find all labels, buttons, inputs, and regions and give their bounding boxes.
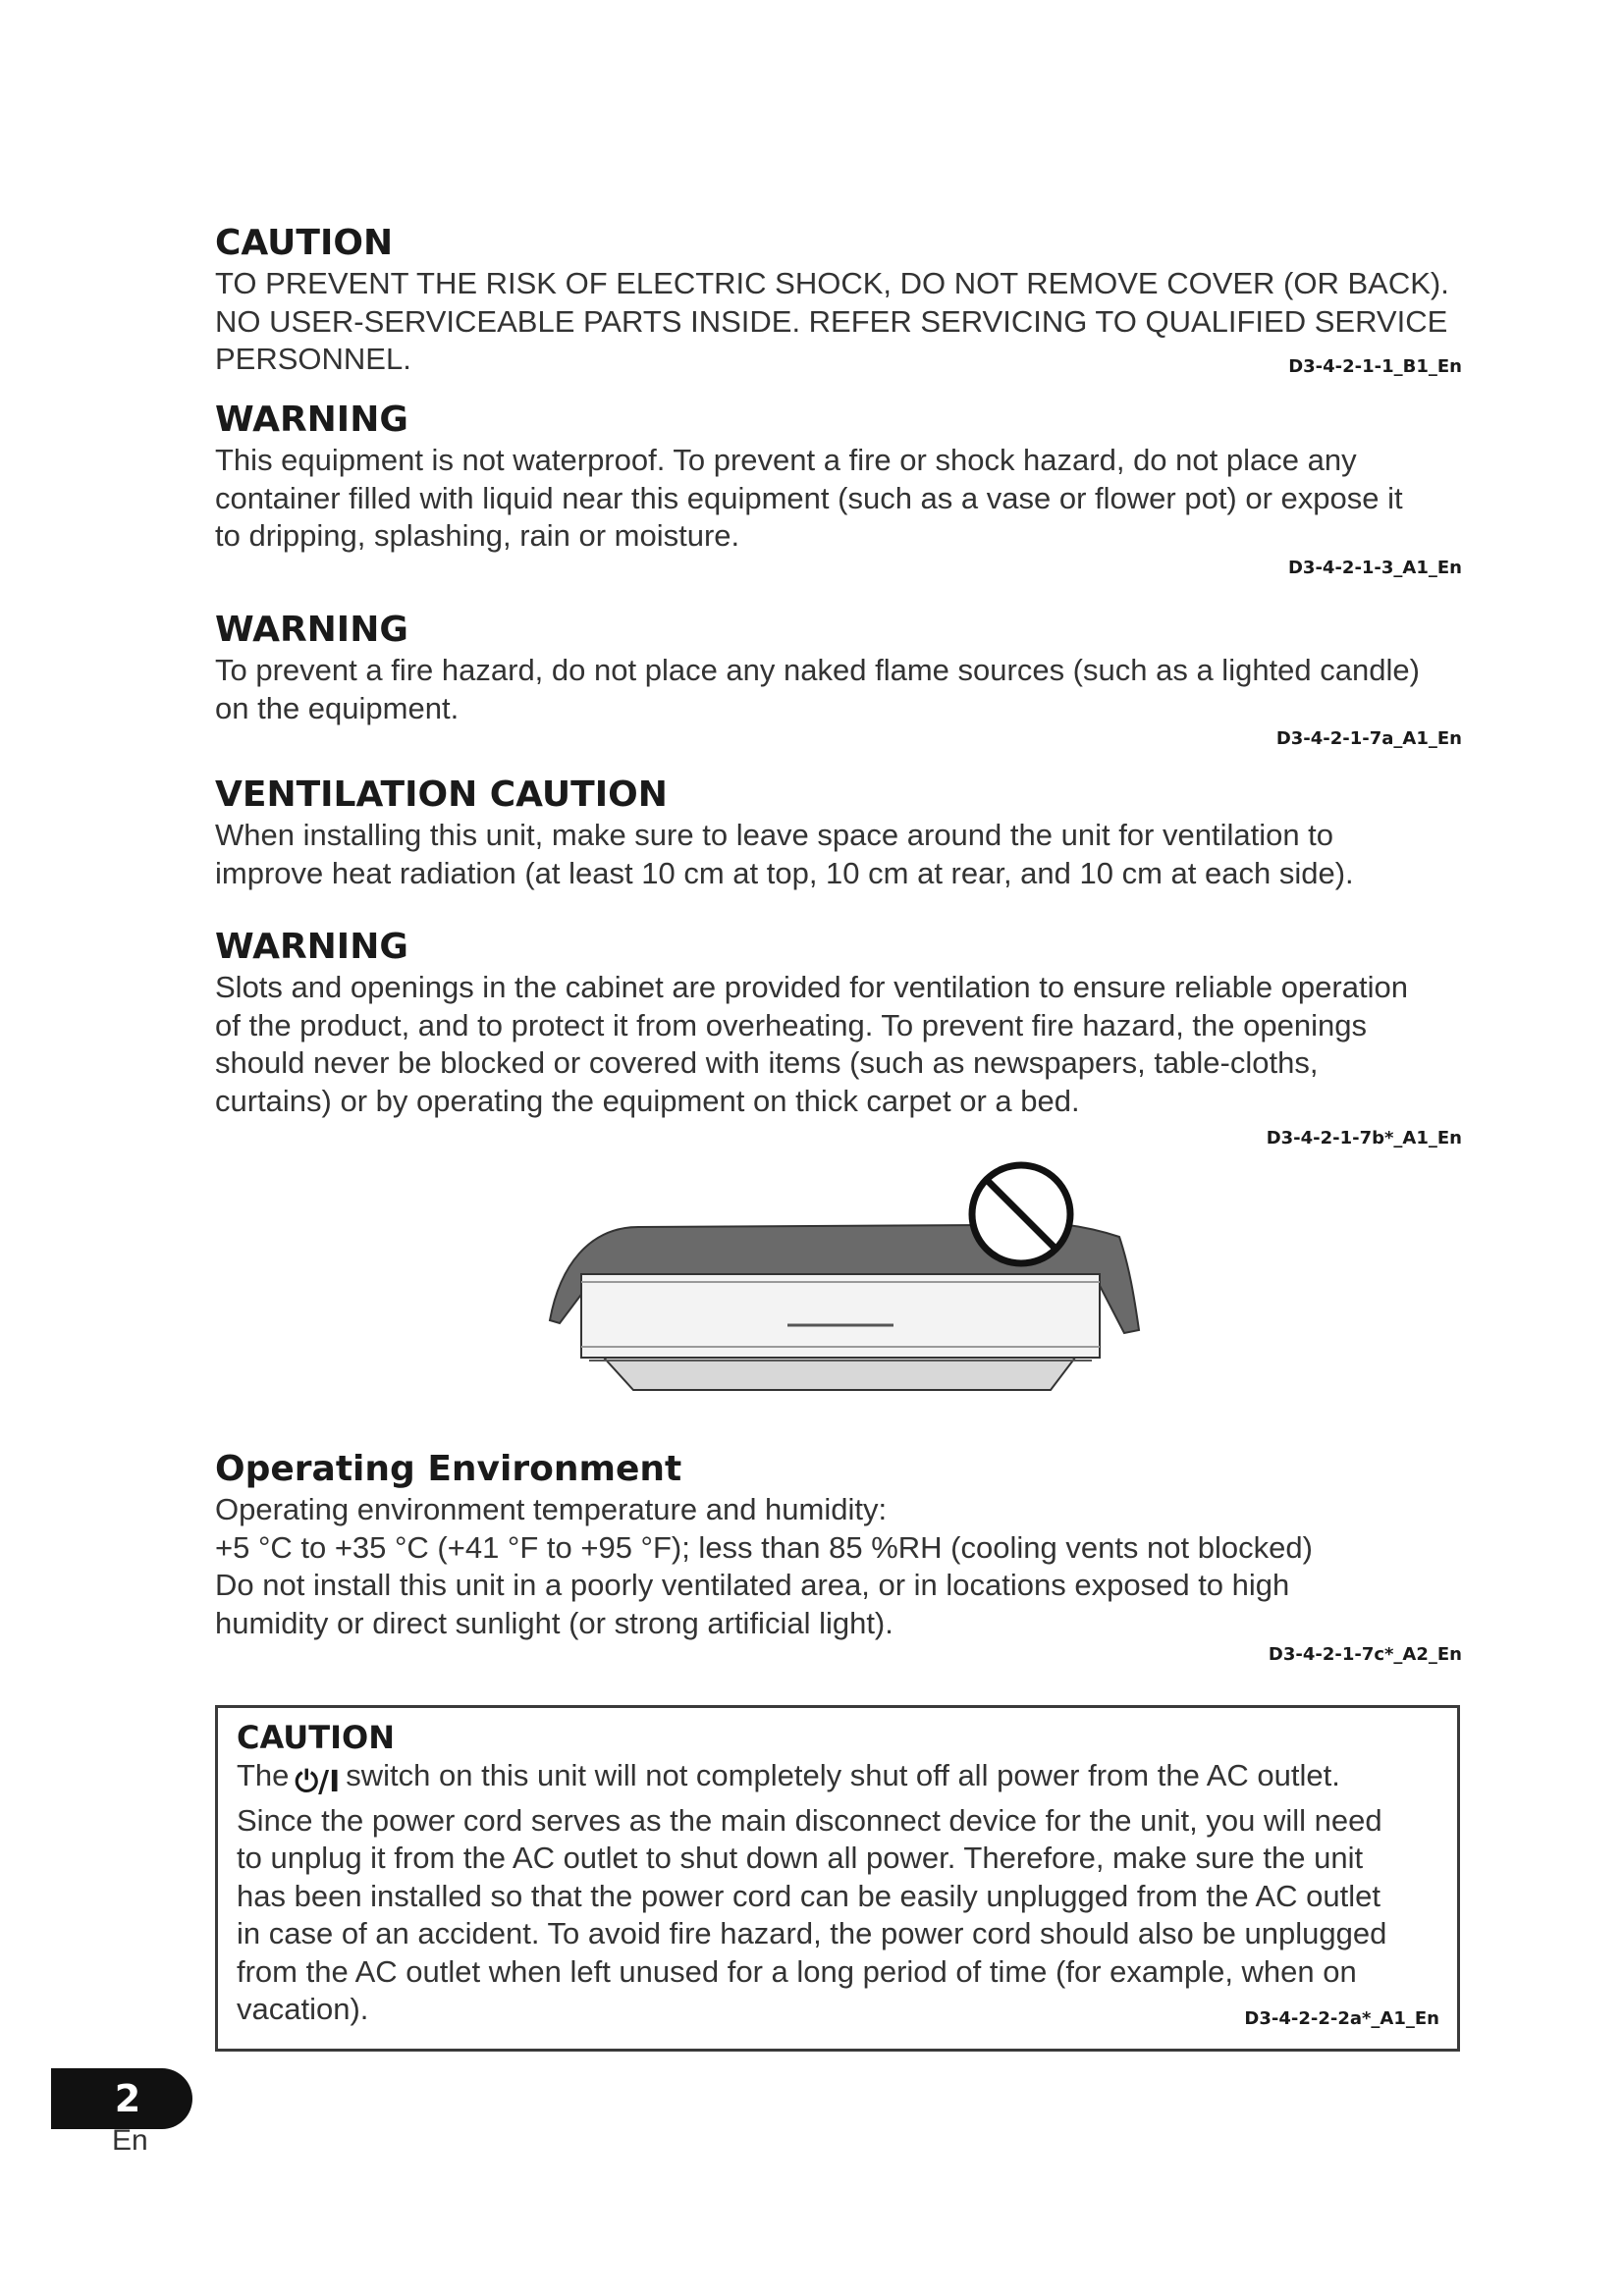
- body-line: vacation).: [237, 1992, 369, 2026]
- section-heading: WARNING: [215, 400, 408, 440]
- ventilation-warning-section: [215, 926, 1462, 1156]
- body-line: has been installed so that the power cord can be easily unplugged from the AC outlet: [237, 1878, 1380, 1913]
- body-line: PERSONNEL.: [215, 342, 411, 376]
- body-line: container filled with liquid near this equipment (such as a vase or flower pot) or expose it: [215, 480, 1403, 515]
- body-line: Slots and openings in the cabinet are provided for ventilation to ensure reliable operation: [215, 970, 1408, 1004]
- body-line: should never be blocked or covered with items (such as newspapers, table-cloths,: [215, 1045, 1319, 1080]
- body-text: The: [237, 1758, 290, 1792]
- power-caution-content: [237, 1718, 1435, 2029]
- body-line: on the equipment.: [215, 690, 460, 725]
- covered-device-illustration: [530, 1158, 1149, 1414]
- document-code: D3-4-2-1-3_A1_En: [1287, 558, 1462, 578]
- document-code: D3-4-2-1-7c*_A2_En: [1268, 1644, 1462, 1665]
- body-line: curtains) or by operating the equipment on thick carpet or a bed.: [215, 1083, 1080, 1118]
- body-line: improve heat radiation (at least 10 cm at top, 10 cm at rear, and 10 cm at each side).: [215, 855, 1354, 890]
- flame-warning-section: [215, 609, 1462, 756]
- body-line: Since the power cord serves as the main disconnect device for the unit, you will need: [237, 1802, 1382, 1838]
- body-line: NO USER-SERVICEABLE PARTS INSIDE. REFER SERVICING TO QUALIFIED SERVICE: [215, 303, 1448, 339]
- body-line: [237, 1757, 1435, 1802]
- body-line: When installing this unit, make sure to leave space around the unit for ventilation to: [215, 818, 1334, 852]
- operating-environment-section: [215, 1448, 1462, 1679]
- body-line: humidity or direct sunlight (or strong artificial light).: [215, 1605, 893, 1640]
- body-line: +5 °C to +35 °C (+41 °F to +95 °F); less than 85 %RH (cooling vents not blocked): [215, 1529, 1313, 1565]
- section-heading: VENTILATION CAUTION: [215, 774, 668, 815]
- body-line: in case of an accident. To avoid fire hazard, the power cord should also be unplugged: [237, 1916, 1387, 1950]
- ventilation-caution-section: [215, 774, 1462, 901]
- caution-section: [215, 222, 1462, 384]
- body-line: This equipment is not waterproof. To prevent a fire or shock hazard, do not place any: [215, 443, 1357, 477]
- section-heading: CAUTION: [237, 1719, 395, 1756]
- page-language: En: [112, 2124, 148, 2157]
- power-switch-icon: ⏻/I: [295, 1765, 341, 1799]
- body-line: To prevent a fire hazard, do not place any naked flame sources (such as a lighted candle): [215, 653, 1420, 687]
- device-base: [604, 1358, 1075, 1390]
- body-line: to unplug it from the AC outlet to shut down all power. Therefore, make sure the unit: [237, 1841, 1364, 1875]
- body-line: to dripping, splashing, rain or moisture.: [215, 518, 740, 553]
- body-text: switch on this unit will not completely shut off all power from the AC outlet.: [346, 1758, 1340, 1792]
- waterproof-warning-section: [215, 399, 1462, 585]
- document-code: D3-4-2-1-7a_A1_En: [1275, 728, 1462, 749]
- section-heading: Operating Environment: [215, 1449, 682, 1489]
- section-heading: CAUTION: [215, 223, 394, 263]
- document-code: D3-4-2-1-7b*_A1_En: [1266, 1128, 1462, 1148]
- document-code: D3-4-2-1-1_B1_En: [1288, 356, 1462, 377]
- power-caution-box: [215, 1705, 1460, 2052]
- device-body: [581, 1274, 1100, 1358]
- prohibited-icon: [972, 1165, 1070, 1263]
- document-code: D3-4-2-2-2a*_A1_En: [1244, 2008, 1439, 2029]
- body-line: Operating environment temperature and humidity:: [215, 1492, 888, 1526]
- section-heading: WARNING: [215, 610, 408, 650]
- section-heading: WARNING: [215, 927, 408, 967]
- body-line: of the product, and to protect it from overheating. To prevent fire hazard, the openings: [215, 1007, 1367, 1042]
- body-line: from the AC outlet when left unused for a long period of time (for example, when on: [237, 1953, 1357, 1989]
- body-line: Do not install this unit in a poorly ventilated area, or in locations exposed to high: [215, 1568, 1290, 1602]
- page-number: 2: [114, 2077, 141, 2120]
- body-line: TO PREVENT THE RISK OF ELECTRIC SHOCK, DO NOT REMOVE COVER (OR BACK).: [215, 266, 1449, 300]
